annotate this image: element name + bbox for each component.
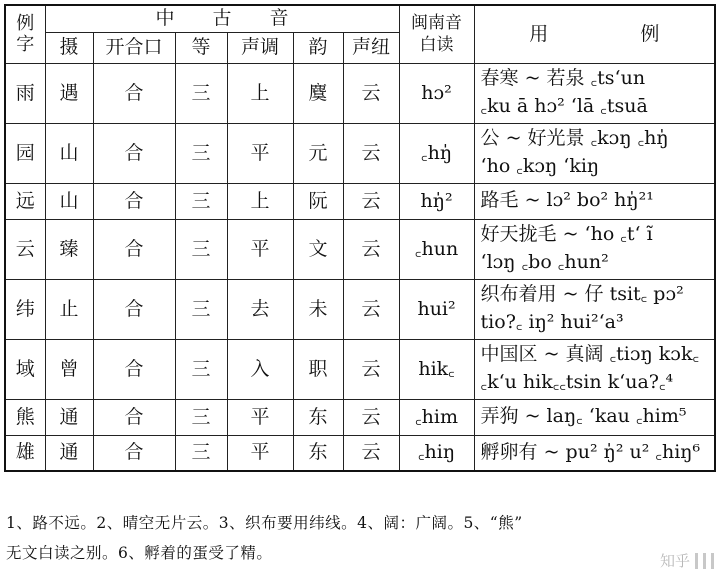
cell-deng: 三 — [175, 219, 227, 279]
cell-she: 通 — [45, 435, 93, 471]
header-usage — [474, 5, 715, 63]
table-row — [5, 63, 715, 123]
table-row — [5, 219, 715, 279]
cell-she: 山 — [45, 123, 93, 183]
example-line-2: ꜀ku ā hɔ² ʻlā ꜀tsuā — [480, 95, 648, 117]
cell-she: 臻 — [45, 219, 93, 279]
cell-kaihe: 合 — [93, 219, 175, 279]
cell-kaihe: 合 — [93, 183, 175, 219]
table-row — [5, 399, 715, 435]
table-row — [5, 339, 715, 399]
cell-she: 止 — [45, 279, 93, 339]
table-row — [5, 183, 715, 219]
header-usage-a: 用 — [529, 22, 549, 45]
cell-tone: 入 — [227, 339, 293, 399]
cell-initial: 云 — [343, 339, 399, 399]
cell-reading: ꜀hŋ̍ — [399, 123, 474, 183]
cell-reading: hik꜀ — [399, 339, 474, 399]
cell-rhyme: 麌 — [293, 63, 343, 123]
example-line-2: ʻho ꜀kɔŋ ʻkiŋ — [480, 155, 600, 177]
header-middle-chinese: 中 古 音 — [45, 5, 399, 32]
cell-deng: 三 — [175, 123, 227, 183]
cell-kaihe: 合 — [93, 339, 175, 399]
cell-tone: 上 — [227, 183, 293, 219]
cell-reading: ꜀hiŋ — [399, 435, 474, 471]
cell-char: 云 — [5, 219, 45, 279]
phonology-table — [4, 4, 716, 472]
cell-example — [474, 63, 715, 123]
header-example-char: 例 字 — [5, 5, 45, 63]
cell-tone: 上 — [227, 63, 293, 123]
cell-kaihe: 合 — [93, 399, 175, 435]
cell-example — [474, 399, 715, 435]
cell-initial: 云 — [343, 63, 399, 123]
example-line-1: 春寒 ~ 若泉 ꜀tsʻun — [480, 67, 646, 90]
example-line-1: 孵卵有 ~ pu² ŋ̍² u² ꜀hiŋ⁶ — [480, 440, 701, 463]
cell-initial: 云 — [343, 183, 399, 219]
footnote-line-1: 1、路不远。2、晴空无片云。3、织布要用纬线。4、阔：广阔。5、“熊” — [6, 514, 523, 532]
cell-rhyme: 元 — [293, 123, 343, 183]
cell-char: 远 — [5, 183, 45, 219]
example-line-1: 路毛 ~ lɔ² bo² hŋ̍²¹ — [480, 189, 654, 212]
cell-char: 园 — [5, 123, 45, 183]
cell-rhyme: 阮 — [293, 183, 343, 219]
cell-she: 遇 — [45, 63, 93, 123]
cell-deng: 三 — [175, 279, 227, 339]
footnote-line-2: 无文白读之别。6、孵着的蛋受了精。 — [6, 544, 273, 562]
cell-tone: 平 — [227, 399, 293, 435]
watermark-text: 知乎 — [659, 552, 690, 570]
cell-reading: ꜀hun — [399, 219, 474, 279]
header-initial: 声纽 — [343, 32, 399, 63]
cell-rhyme: 未 — [293, 279, 343, 339]
table-row — [5, 435, 715, 471]
cell-reading: hŋ̍² — [399, 183, 474, 219]
cell-rhyme: 职 — [293, 339, 343, 399]
cell-initial: 云 — [343, 123, 399, 183]
header-deng: 等 — [175, 32, 227, 63]
table-row — [5, 279, 715, 339]
cell-example — [474, 219, 715, 279]
cell-kaihe: 合 — [93, 279, 175, 339]
cell-deng: 三 — [175, 399, 227, 435]
cell-she: 曾 — [45, 339, 93, 399]
example-line-1: 弄狗 ~ laŋ꜀ ʻkau ꜀him⁵ — [480, 405, 687, 428]
cell-example — [474, 339, 715, 399]
cell-rhyme: 文 — [293, 219, 343, 279]
cell-reading: ꜀him — [399, 399, 474, 435]
cell-kaihe: 合 — [93, 123, 175, 183]
example-line-1: 织布着用 ~ 仔 tsit꜀ pɔ² — [480, 283, 684, 306]
cell-she: 山 — [45, 183, 93, 219]
cell-initial: 云 — [343, 279, 399, 339]
cell-reading: hui² — [399, 279, 474, 339]
cell-tone: 平 — [227, 219, 293, 279]
cell-char: 熊 — [5, 399, 45, 435]
cell-example — [474, 435, 715, 471]
table-row — [5, 123, 715, 183]
example-line-1: 好天拢毛 ~ ʻho ꜀tʻ ĩ — [480, 223, 653, 246]
watermark-bar-icon — [711, 553, 714, 569]
example-line-1: 中国区 ~ 真阔 ꜀tiɔŋ kɔk꜀ — [480, 343, 700, 366]
header-rhyme: 韵 — [293, 32, 343, 63]
cell-reading: hɔ² — [399, 63, 474, 123]
cell-kaihe: 合 — [93, 435, 175, 471]
cell-kaihe: 合 — [93, 63, 175, 123]
cell-example — [474, 279, 715, 339]
header-tone: 声调 — [227, 32, 293, 63]
cell-deng: 三 — [175, 63, 227, 123]
cell-rhyme: 东 — [293, 435, 343, 471]
header-usage-b: 例 — [640, 22, 660, 45]
cell-char: 纬 — [5, 279, 45, 339]
cell-initial: 云 — [343, 219, 399, 279]
cell-initial: 云 — [343, 435, 399, 471]
cell-initial: 云 — [343, 399, 399, 435]
example-line-2: ꜀kʻu hik꜀꜀tsin kʻua?꜀⁴ — [480, 371, 674, 393]
watermark-bar-icon — [695, 553, 698, 569]
cell-char: 域 — [5, 339, 45, 399]
cell-deng: 三 — [175, 183, 227, 219]
example-line-2: ʻlɔŋ ꜀bo ꜀hun² — [480, 251, 609, 273]
cell-example — [474, 123, 715, 183]
header-she: 摄 — [45, 32, 93, 63]
cell-tone: 平 — [227, 123, 293, 183]
cell-deng: 三 — [175, 435, 227, 471]
cell-char: 雄 — [5, 435, 45, 471]
cell-tone: 平 — [227, 435, 293, 471]
cell-char: 雨 — [5, 63, 45, 123]
watermark — [660, 550, 714, 571]
cell-deng: 三 — [175, 339, 227, 399]
header-kaihe: 开合口 — [93, 32, 175, 63]
cell-example — [474, 183, 715, 219]
cell-tone: 去 — [227, 279, 293, 339]
watermark-bar-icon — [703, 553, 706, 569]
header-minnan-reading: 闽南音 白读 — [399, 5, 474, 63]
example-line-1: 公 ~ 好光景 ꜀kɔŋ ꜀hŋ̍ — [480, 127, 669, 150]
cell-rhyme: 东 — [293, 399, 343, 435]
example-line-2: tio?꜀ iŋ² hui²ʻa³ — [480, 311, 624, 333]
cell-she: 通 — [45, 399, 93, 435]
footnotes — [6, 508, 718, 568]
